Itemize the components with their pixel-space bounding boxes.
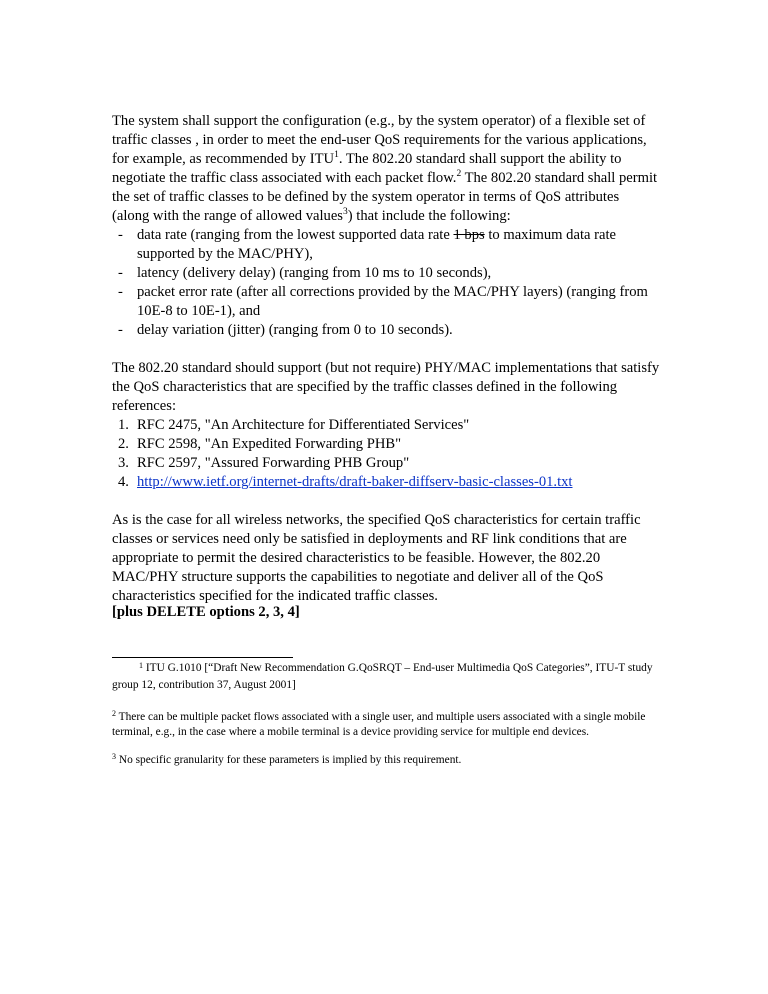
list-number: 1. bbox=[118, 417, 129, 433]
list-item bbox=[112, 473, 660, 492]
references-list bbox=[112, 416, 660, 492]
footnote-separator bbox=[112, 657, 293, 658]
reference-link[interactable]: http://www.ietf.org/internet-drafts/draft-baker-diffserv-basic-classes-01.txt bbox=[137, 474, 573, 490]
wireless-networks-paragraph: As is the case for all wireless networks, the specified QoS characteristics for certain traffic classes or services need only be satisfied in deployments and RF link conditions that are appropriate to permit the desired characteristics to be feasible. However, the 802.20 MAC/PHY structure supports the capabilities to negotiate and deliver all of the QoS characteristics specified for the indicated traffic classes. bbox=[112, 512, 641, 604]
struck-text: 1 bps bbox=[453, 227, 485, 243]
list-dash: - bbox=[118, 284, 123, 300]
paragraph-spacer bbox=[112, 492, 660, 511]
footnote-3 bbox=[112, 753, 660, 768]
reference-text: RFC 2598, "An Expedited Forwarding PHB" bbox=[137, 436, 402, 452]
footnote-1: 1 ITU G.1010 [“Draft New Recommendation G.QoSRQT – End-user Multimedia QoS Categories”, ITU-T study group 12, contribution 37, August 2001] bbox=[112, 661, 653, 691]
list-text: delay variation (jitter) (ranging from 0 to 10 seconds). bbox=[137, 322, 453, 338]
paragraph-text: . The 802.20 standard shall support the ability to negotiate the traffic class associated with each packet flow. bbox=[112, 151, 622, 186]
references-intro-paragraph: The 802.20 standard should support (but not require) PHY/MAC implementations that satisfy the QoS characteristics that are specified by the traffic classes defined in the following references: bbox=[112, 360, 660, 414]
qos-attribute-list bbox=[112, 226, 660, 340]
list-dash: - bbox=[118, 322, 123, 338]
list-number: 2. bbox=[118, 436, 129, 452]
footnote-text: There can be multiple packet flows associated with a single user, and multiple users associated with a single mobile terminal, e.g., in the case where a mobile terminal is a device providing service for multiple end devices. bbox=[112, 711, 646, 738]
footnote-text: No specific granularity for these parameters is implied by this requirement. bbox=[116, 754, 462, 766]
list-item bbox=[112, 435, 660, 454]
list-item bbox=[112, 226, 660, 264]
list-item bbox=[112, 283, 660, 321]
list-dash: - bbox=[118, 227, 123, 243]
list-item bbox=[112, 264, 660, 283]
list-text: packet error rate (after all corrections provided by the MAC/PHY layers) (ranging from 10E-8 to 10E-1), and bbox=[137, 284, 648, 319]
footnote-mark: 2 bbox=[112, 709, 116, 718]
list-dash: - bbox=[118, 265, 123, 281]
paragraph-text: ) that include the following: bbox=[347, 208, 511, 224]
list-text: latency (delivery delay) (ranging from 10 ms to 10 seconds), bbox=[137, 265, 492, 281]
list-text: to maximum data rate supported by the MAC/PHY), bbox=[137, 227, 617, 262]
reference-text: RFC 2597, "Assured Forwarding PHB Group" bbox=[137, 455, 410, 471]
footnote-ref-1[interactable]: 1 bbox=[334, 150, 339, 161]
delete-options-note: [plus DELETE options 2, 3, 4] bbox=[112, 604, 300, 620]
list-item bbox=[112, 416, 660, 435]
footnote-text: ITU G.1010 [“Draft New Recommendation G.QoSRQT – End-user Multimedia QoS Categories”, ITU-T study group 12, contribution 37, August 2001] bbox=[112, 662, 653, 691]
list-item bbox=[112, 321, 660, 340]
paragraph-spacer bbox=[112, 340, 660, 359]
list-number: 4. bbox=[118, 474, 129, 490]
requirements-paragraph bbox=[112, 112, 660, 226]
paragraph-text: The system shall support the configuration (e.g., by the system operator) of a flexible set of traffic classes , in order to meet the end-user QoS requirements for the various applications, for example, as recommended by ITU bbox=[112, 113, 647, 167]
footnote-ref-2[interactable]: 2 bbox=[456, 169, 462, 180]
paragraph-text: The 802.20 standard shall permit the set of traffic classes to be defined by the system operator in terms of QoS attributes (along with the range of allowed values bbox=[112, 170, 658, 224]
list-item bbox=[112, 454, 660, 473]
footnote-2 bbox=[112, 710, 660, 739]
footnote-mark: 3 bbox=[112, 752, 116, 761]
reference-text: RFC 2475, "An Architecture for Differentiated Services" bbox=[137, 417, 470, 433]
document-body bbox=[112, 112, 660, 606]
list-number: 3. bbox=[118, 455, 129, 471]
footnote-ref-3[interactable]: 3 bbox=[343, 207, 348, 218]
list-text: data rate (ranging from the lowest supported data rate bbox=[137, 227, 454, 243]
